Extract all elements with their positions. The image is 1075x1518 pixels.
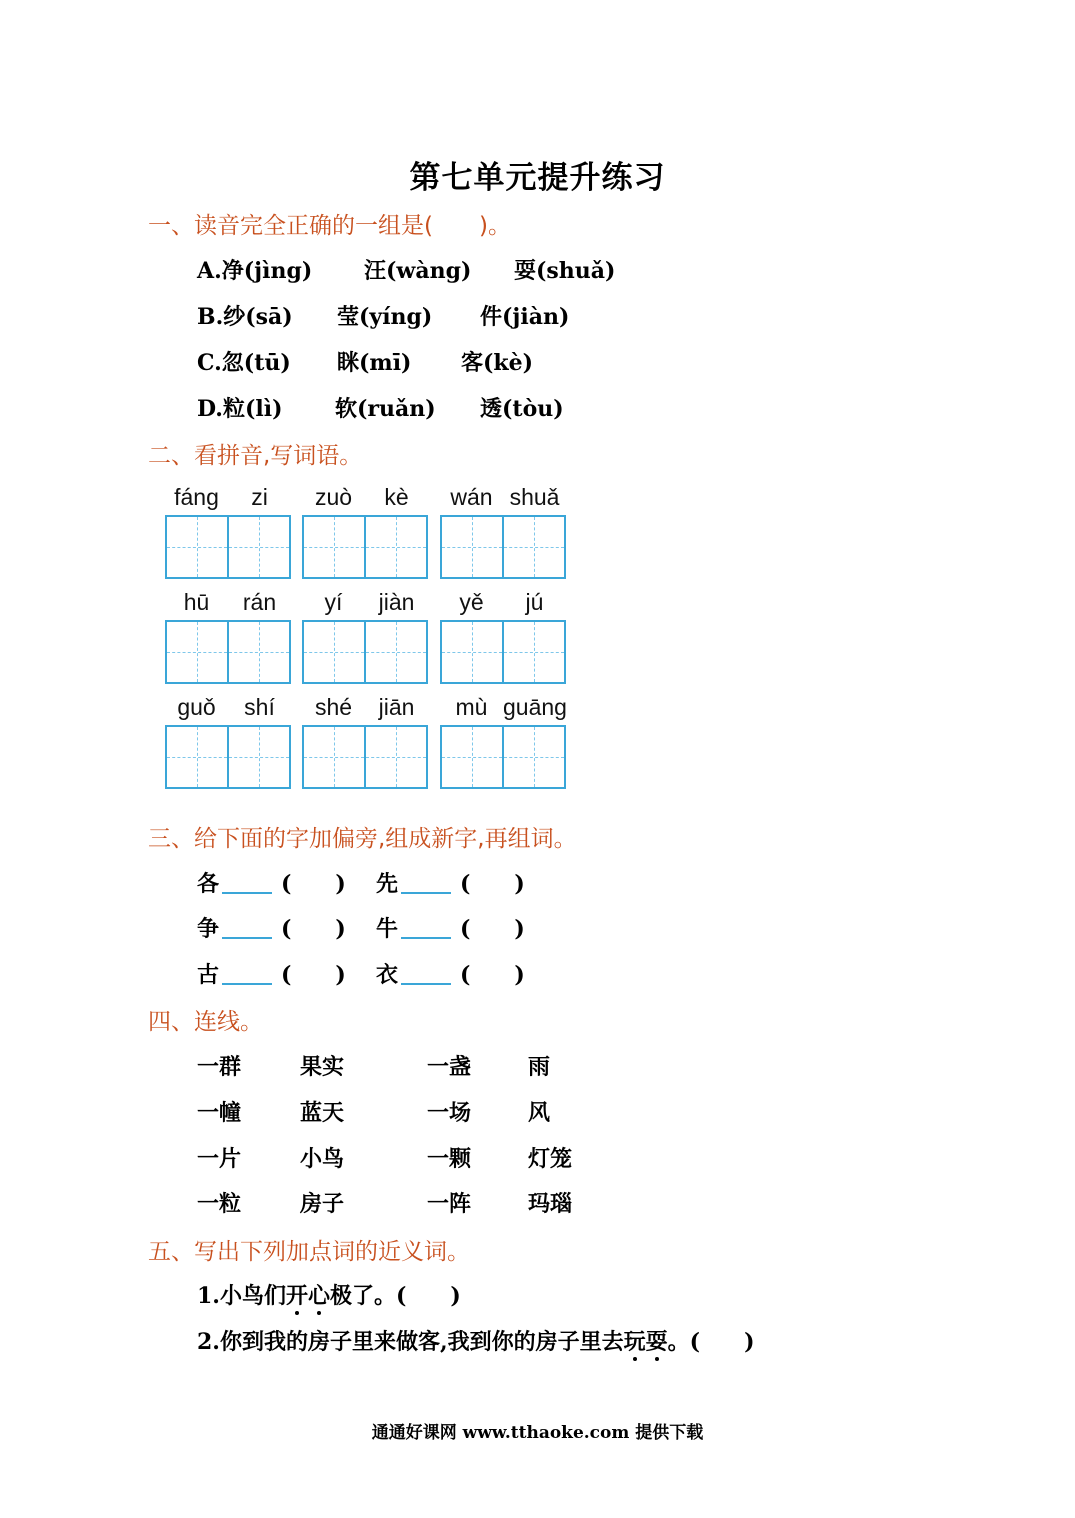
- measure-word[interactable]: 一粒: [197, 1191, 242, 1217]
- option-c-3: 客(kè): [461, 350, 534, 376]
- radical-item: [197, 912, 346, 943]
- word-paren[interactable]: ( ): [460, 916, 525, 942]
- answer-blank[interactable]: [401, 961, 451, 985]
- option-b-2: 莹(yíng): [337, 304, 433, 330]
- base-char: 争: [197, 916, 220, 942]
- base-char: 各: [197, 871, 220, 897]
- question-1: [197, 1279, 461, 1310]
- pinyin-syllable: yí: [324, 589, 343, 615]
- pinyin-syllable: yě: [459, 589, 484, 615]
- pinyin-syllable: jiān: [378, 694, 415, 720]
- measure-word[interactable]: 一幢: [197, 1100, 242, 1126]
- section-1-heading: 一、读音完全正确的一组是( )。: [148, 213, 511, 239]
- word-paren[interactable]: ( ): [281, 962, 346, 988]
- question-text: 2.你到我的房子里来做客,我到你的房子里去: [197, 1329, 624, 1355]
- option-b-1: B.纱(sā): [197, 304, 293, 330]
- pinyin-syllable: zuò: [314, 484, 353, 510]
- writing-grid[interactable]: [302, 725, 428, 789]
- measure-word[interactable]: 一盏: [427, 1054, 472, 1080]
- word-paren[interactable]: ( ): [281, 871, 346, 897]
- pinyin-syllable: wán: [450, 484, 493, 510]
- noun[interactable]: 房子: [300, 1191, 345, 1217]
- answer-blank[interactable]: [222, 870, 272, 894]
- word-paren[interactable]: ( ): [460, 871, 525, 897]
- measure-word[interactable]: 一场: [427, 1100, 472, 1126]
- dotted-char: 耍: [645, 1329, 668, 1355]
- answer-blank[interactable]: [401, 870, 451, 894]
- noun[interactable]: 灯笼: [528, 1146, 573, 1172]
- radical-item: [197, 867, 346, 898]
- radical-item: [376, 912, 525, 943]
- writing-grid[interactable]: [440, 725, 566, 789]
- pinyin-syllable: guǒ: [177, 694, 216, 720]
- measure-word[interactable]: 一群: [197, 1054, 242, 1080]
- base-char: 先: [376, 871, 399, 897]
- base-char: 牛: [376, 916, 399, 942]
- noun[interactable]: 小鸟: [300, 1146, 345, 1172]
- pinyin-syllable: shuǎ: [509, 484, 560, 510]
- writing-grid[interactable]: [302, 515, 428, 579]
- dotted-char: 开: [285, 1283, 308, 1309]
- option-a-1: A.净(jìng): [197, 258, 313, 284]
- noun[interactable]: 果实: [300, 1054, 345, 1080]
- answer-blank[interactable]: [222, 915, 272, 939]
- noun[interactable]: 风: [528, 1100, 551, 1126]
- measure-word[interactable]: 一颗: [427, 1146, 472, 1172]
- section-5-heading: 五、写出下列加点词的近义词。: [148, 1239, 470, 1265]
- writing-grid[interactable]: [302, 620, 428, 684]
- pinyin-syllable: rán: [242, 589, 277, 615]
- section-4-heading: 四、连线。: [148, 1009, 263, 1035]
- pinyin-syllable: shé: [314, 694, 353, 720]
- dotted-char: 玩: [623, 1329, 646, 1355]
- base-char: 衣: [376, 962, 399, 988]
- section-3-heading: 三、给下面的字加偏旁,组成新字,再组词。: [148, 826, 577, 852]
- word-paren[interactable]: ( ): [460, 962, 525, 988]
- section-2-heading: 二、看拼音,写词语。: [148, 443, 363, 469]
- dotted-char: 心: [307, 1283, 330, 1309]
- option-b-3: 件(jiàn): [480, 304, 570, 330]
- pinyin-syllable: jiàn: [378, 589, 415, 615]
- measure-word[interactable]: 一阵: [427, 1191, 472, 1217]
- writing-grid[interactable]: [440, 620, 566, 684]
- option-c-2: 眯(mī): [337, 350, 412, 376]
- option-a-3: 耍(shuǎ): [514, 258, 616, 284]
- radical-item: [197, 958, 346, 989]
- word-paren[interactable]: ( ): [281, 916, 346, 942]
- pinyin-syllable: shí: [244, 694, 275, 720]
- noun[interactable]: 玛瑙: [528, 1191, 573, 1217]
- answer-paren[interactable]: 极了。( ): [330, 1283, 461, 1309]
- noun[interactable]: 雨: [528, 1054, 551, 1080]
- page-title: 第七单元提升练习: [409, 160, 666, 196]
- answer-paren[interactable]: 。( ): [667, 1329, 755, 1355]
- pinyin-syllable: guāng: [503, 694, 567, 720]
- noun[interactable]: 蓝天: [300, 1100, 345, 1126]
- measure-word[interactable]: 一片: [197, 1146, 242, 1172]
- answer-blank[interactable]: [222, 961, 272, 985]
- pinyin-syllable: kè: [384, 484, 409, 510]
- writing-grid[interactable]: [165, 620, 291, 684]
- option-c-1: C.忽(tū): [197, 350, 291, 376]
- option-d-1: D.粒(lì): [197, 396, 283, 422]
- option-a-2: 汪(wàng): [364, 258, 472, 284]
- question-text: 1.小鸟们: [197, 1283, 286, 1309]
- writing-grid[interactable]: [165, 515, 291, 579]
- footer-note: 通通好课网 www.tthaoke.com 提供下载: [371, 1423, 704, 1443]
- pinyin-syllable: mù: [455, 694, 488, 720]
- option-d-3: 透(tòu): [480, 396, 564, 422]
- pinyin-syllable: hū: [183, 589, 210, 615]
- answer-blank[interactable]: [401, 915, 451, 939]
- writing-grid[interactable]: [440, 515, 566, 579]
- pinyin-syllable: zi: [251, 484, 268, 510]
- radical-item: [376, 958, 525, 989]
- radical-item: [376, 867, 525, 898]
- question-2: [197, 1325, 755, 1356]
- pinyin-syllable: jú: [525, 589, 544, 615]
- option-d-2: 软(ruǎn): [335, 396, 436, 422]
- pinyin-syllable: fáng: [174, 484, 219, 510]
- writing-grid[interactable]: [165, 725, 291, 789]
- base-char: 古: [197, 962, 220, 988]
